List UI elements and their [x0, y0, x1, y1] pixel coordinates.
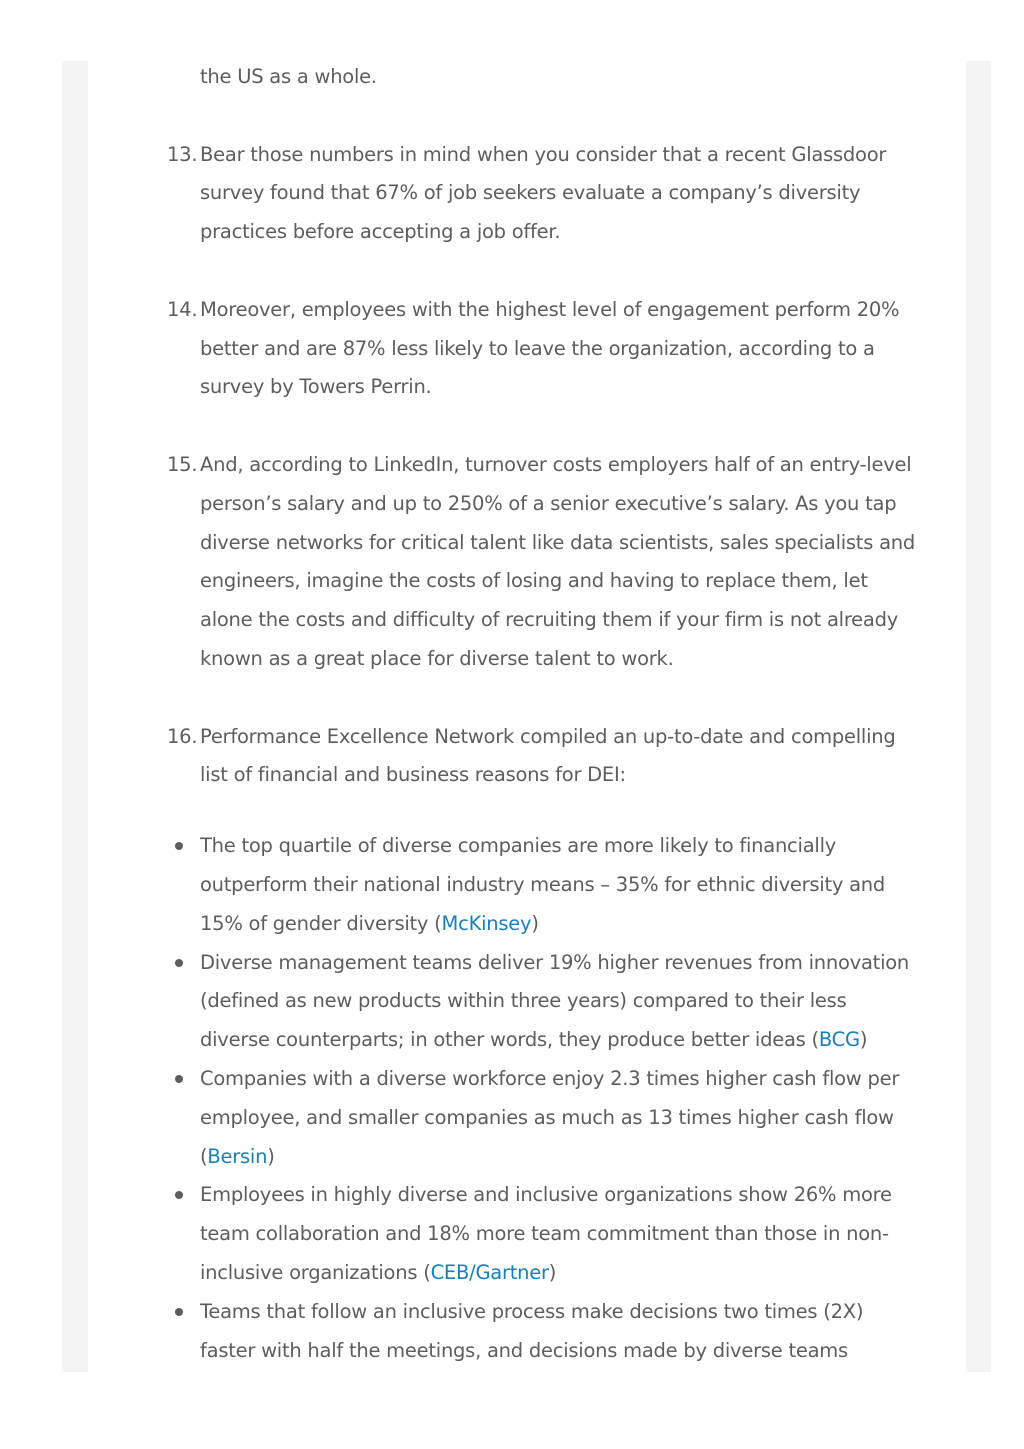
bullet-item	[200, 1060, 922, 1176]
source-link-bersin[interactable]: Bersin	[207, 1144, 268, 1168]
bullet-dot-icon	[175, 842, 183, 850]
bullet-close-paren: )	[859, 1028, 868, 1052]
list-item-text: And, according to LinkedIn, turnover costs employers half of an entry-level person’s salary and up to 250% of a senior executive’s salary. As you tap diverse networks for critical talent like data scientists, sales specialists and engineers, imagine the costs of losing and having to replace them, let alone the costs and difficulty of recruiting them if your firm is not already known as a great place for diverse talent to work.	[200, 452, 916, 670]
source-link-bcg[interactable]: BCG	[818, 1028, 860, 1052]
bullet-item	[200, 827, 922, 943]
bullet-text: Diverse management teams deliver 19% higher revenues from innovation (defined as new products within three years) compared to their less diverse counterparts; in other words, they produce better ideas (	[200, 950, 910, 1052]
source-link-mckinsey[interactable]: McKinsey	[441, 911, 532, 935]
bullet-item	[200, 1293, 922, 1371]
bullet-text: Employees in highly diverse and inclusive organizations show 26% more team collaboration and 18% more team commitment than those in non-inclusive organizations (	[200, 1183, 892, 1284]
numbered-list	[167, 136, 922, 796]
bullet-dot-icon	[175, 1308, 183, 1316]
source-link-ceb-gartner[interactable]: CEB/Gartner	[430, 1260, 549, 1284]
intro-fragment: the US as a whole.	[200, 65, 377, 88]
list-item-15	[167, 446, 922, 679]
bullet-close-paren: )	[531, 911, 539, 935]
list-number: 16.	[167, 724, 198, 748]
bullet-dot-icon	[175, 959, 183, 967]
article-body	[167, 58, 922, 1370]
bullet-close-paren: )	[267, 1144, 275, 1168]
bullet-item	[200, 1176, 922, 1292]
bullet-text: Teams that follow an inclusive process make decisions two times (2X) faster with half the meetings, and decisions made by diverse teams	[200, 1299, 864, 1362]
list-item-text: Bear those numbers in mind when you consider that a recent Glassdoor survey found that 67% of job seekers evaluate a company’s diversity practices before accepting a job offer.	[200, 142, 887, 244]
list-number: 15.	[167, 452, 198, 476]
bullet-text: The top quartile of diverse companies are more likely to financially outperform their national industry means – 35% for ethnic diversity and 15% of gender diversity (	[200, 834, 886, 935]
bullet-dot-icon	[175, 1075, 183, 1083]
list-item-13	[167, 136, 922, 252]
list-item-text: Performance Excellence Network compiled an up-to-date and compelling list of financial and business reasons for DEI:	[200, 724, 896, 787]
list-number: 13.	[167, 142, 198, 166]
reasons-bullet-list	[200, 827, 922, 1370]
bullet-text: Companies with a diverse workforce enjoy 2.3 times higher cash flow per employee, and smaller companies as much as 13 times higher cash flow (	[200, 1066, 900, 1168]
list-item-16	[167, 718, 922, 796]
left-gutter	[62, 61, 88, 1372]
bullet-dot-icon	[175, 1191, 183, 1199]
bullet-item	[200, 944, 922, 1060]
list-item-text: Moreover, employees with the highest level of engagement perform 20% better and are 87% less likely to leave the organization, according to a survey by Towers Perrin.	[200, 297, 900, 399]
list-item-14	[167, 291, 922, 407]
right-gutter	[966, 61, 991, 1372]
bullet-close-paren: )	[548, 1260, 557, 1284]
list-number: 14.	[167, 297, 198, 321]
